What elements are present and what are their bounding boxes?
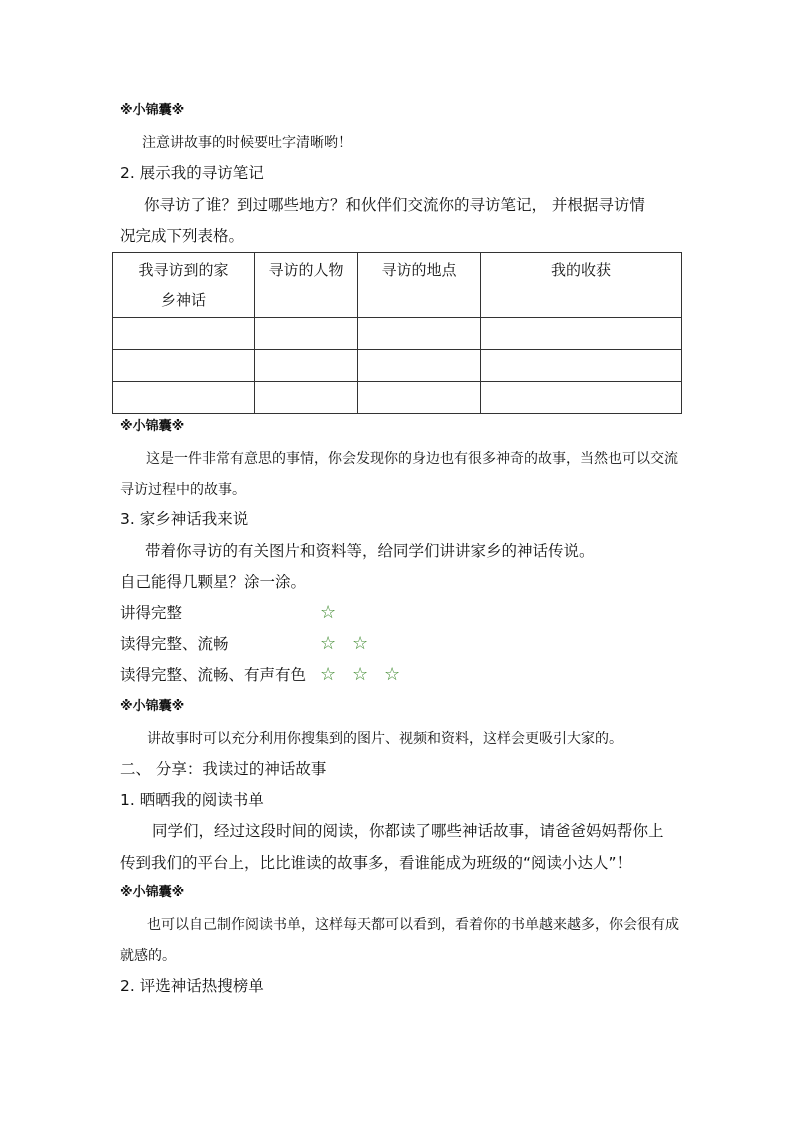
star-icon[interactable]: ☆ [320,664,337,685]
table-cell[interactable] [481,382,682,414]
star-icon[interactable]: ☆ [384,664,401,685]
paragraph: 同学们，经过这段时间的阅读，你都读了哪些神话故事，请爸爸妈妈帮你上 [152,822,664,840]
table-header-cell: 我寻访到的家乡神话 [113,253,255,318]
paragraph: 你寻访了谁？到过哪些地方？和伙伴们交流你的寻访笔记， 并根据寻访情 [144,196,645,214]
star-icon[interactable]: ☆ [320,602,337,623]
star-icon[interactable]: ☆ [352,664,369,685]
table-row [113,382,682,414]
table-header-cell: 我的收获 [481,253,682,318]
section-heading: 3. 家乡神话我来说 [120,510,249,528]
table-cell[interactable] [113,318,255,350]
tip-heading: ※小锦囊※ [120,885,185,900]
tip-text: 讲故事时可以充分利用你搜集到的图片、视频和资料，这样会更吸引大家的。 [147,731,623,747]
tip-text: 这是一件非常有意思的事情，你会发现你的身边也有很多神奇的故事，当然也可以交流 [146,451,678,467]
tip-text: 注意讲故事的时候要吐字清晰哟！ [142,135,352,151]
tip-heading: ※小锦囊※ [120,699,185,714]
rating-label: 读得完整、流畅、有声有色 [120,666,307,684]
table-row [113,318,682,350]
paragraph: 传到我们的平台上，比比谁读的故事多，看谁能成为班级的“阅读小达人”！ [120,854,633,872]
part-heading: 二、 分享：我读过的神话故事 [120,760,327,778]
paragraph: 自己能得几颗星？涂一涂。 [120,573,307,591]
table-cell[interactable] [255,318,358,350]
table-cell[interactable] [113,382,255,414]
table-cell[interactable] [358,318,481,350]
section-heading: 2. 展示我的寻访笔记 [120,164,264,182]
table-header-row [113,253,682,318]
table-cell[interactable] [255,382,358,414]
table-cell[interactable] [481,350,682,382]
table-cell[interactable] [113,350,255,382]
section-heading: 1. 晒晒我的阅读书单 [120,791,264,809]
table-cell[interactable] [255,350,358,382]
paragraph: 况完成下列表格。 [120,227,245,245]
star-icon[interactable]: ☆ [320,633,337,654]
table-cell[interactable] [358,350,481,382]
table-header-cell: 寻访的人物 [255,253,358,318]
tip-heading: ※小锦囊※ [120,419,185,434]
visit-notes-table [112,252,682,414]
tip-text: 也可以自己制作阅读书单，这样每天都可以看到，看着你的书单越来越多，你会很有成 [147,917,679,933]
paragraph: 带着你寻访的有关图片和资料等，给同学们讲讲家乡的神话传说。 [145,542,595,560]
rating-label: 读得完整、流畅 [120,635,229,653]
table-cell[interactable] [358,382,481,414]
tip-heading: ※小锦囊※ [120,103,185,118]
table-row [113,350,682,382]
tip-text: 就感的。 [120,948,176,964]
rating-label: 讲得完整 [120,604,183,622]
star-icon[interactable]: ☆ [352,633,369,654]
table-header-cell: 寻访的地点 [358,253,481,318]
section-heading: 2. 评选神话热搜榜单 [120,977,264,995]
table-cell[interactable] [481,318,682,350]
tip-text: 寻访过程中的故事。 [120,482,246,498]
